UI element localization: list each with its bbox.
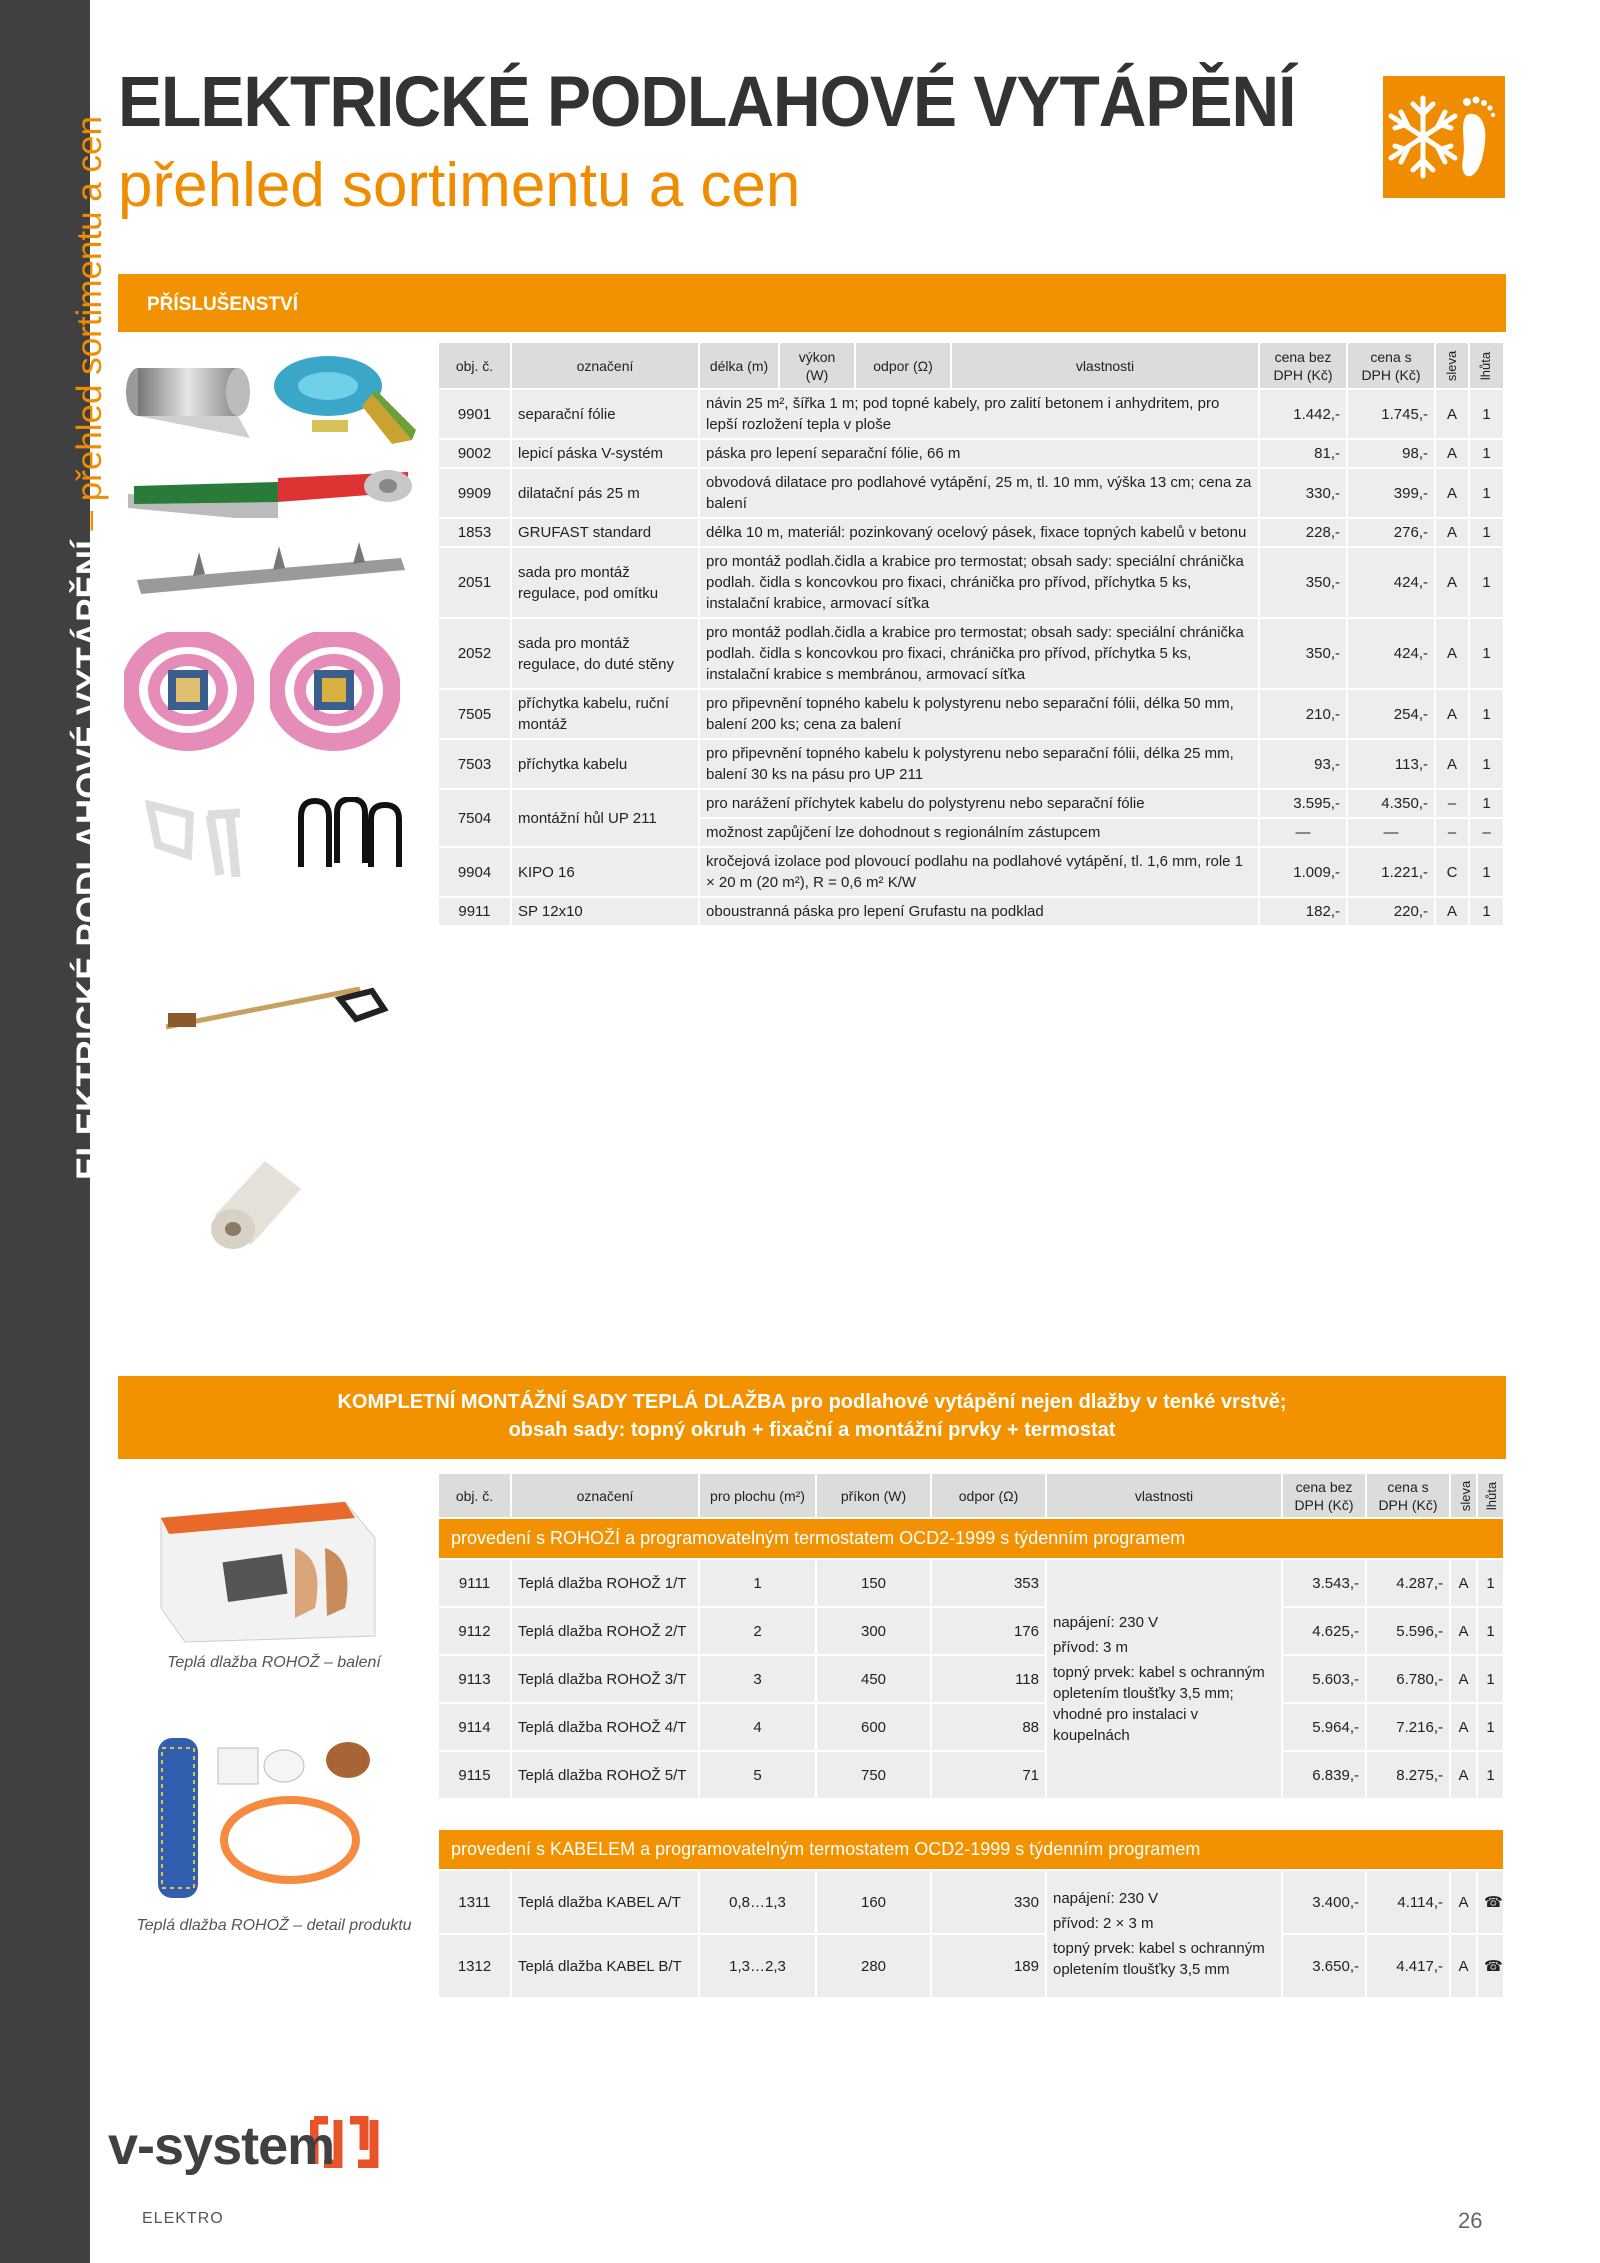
accessories-table: [439, 343, 1505, 927]
regulation-set-flush-image: [124, 632, 254, 757]
adhesive-tape-image: [272, 350, 417, 450]
sidebar-main-text: ELEKTRICKÉ PODLAHOVÉ VYTÁPĚNÍ: [70, 540, 109, 1180]
item-number: 9911: [439, 897, 511, 926]
col-header-properties: vlastnosti: [1046, 1474, 1282, 1518]
group-subheading: provedení s KABELEM a programovatelným termostatem OCD2-1999 s týdenním programem: [439, 1829, 1504, 1870]
item-number: 9904: [439, 847, 511, 897]
col-header-discount-label: sleva: [1458, 1480, 1474, 1512]
sidebar-sub-text: – přehled sortimentu a cen: [70, 116, 109, 541]
item-number: 7504: [439, 789, 511, 847]
item-number: 1312: [439, 1934, 511, 1998]
table-row: [439, 547, 1504, 618]
spacer-row: [439, 1799, 1504, 1829]
item-resistance: 88: [931, 1703, 1046, 1751]
item-properties: páska pro lepení separační fólie, 66 m: [699, 439, 1259, 468]
item-power: 150: [816, 1559, 931, 1607]
item-number: 7503: [439, 739, 511, 789]
item-power: 280: [816, 1934, 931, 1998]
item-price-vat: 276,-: [1347, 518, 1435, 547]
item-term: 1: [1469, 468, 1504, 518]
item-price-vat: 98,-: [1347, 439, 1435, 468]
item-price-vat: 220,-: [1347, 897, 1435, 926]
item-area: 5: [699, 1751, 816, 1799]
section-heading-complete-sets: [118, 1376, 1506, 1459]
item-term: ☎: [1477, 1870, 1504, 1934]
spacer-cell: [439, 1799, 1504, 1829]
separation-foil-image: [120, 362, 265, 447]
section-heading-line1: [118, 1388, 1506, 1416]
item-term: 1: [1469, 689, 1504, 739]
mounting-stick-image: [160, 985, 390, 1040]
item-number: 9111: [439, 1559, 511, 1607]
item-area: 2: [699, 1607, 816, 1655]
item-number: 1311: [439, 1870, 511, 1934]
item-term: ☎: [1477, 1934, 1504, 1998]
item-discount: A: [1435, 897, 1469, 926]
item-term: 1: [1469, 547, 1504, 618]
col-header-resistance: odpor (Ω): [855, 343, 951, 389]
table-row: [439, 689, 1504, 739]
property-line: přívod: 2 × 3 m: [1053, 1915, 1154, 1932]
col-header-resistance: odpor (Ω): [931, 1474, 1046, 1518]
col-header-price: cena bez DPH (Kč): [1282, 1474, 1366, 1518]
col-header-discount: [1450, 1474, 1477, 1518]
item-discount: A: [1435, 439, 1469, 468]
item-term: 1: [1477, 1559, 1504, 1607]
item-number: 2051: [439, 547, 511, 618]
item-resistance: 71: [931, 1751, 1046, 1799]
item-number: 9112: [439, 1607, 511, 1655]
sidebar-caption: [70, 116, 110, 1180]
table-row: [439, 847, 1504, 897]
col-header-power: příkon (W): [816, 1474, 931, 1518]
item-number: 9909: [439, 468, 511, 518]
table-row: [439, 789, 1504, 818]
item-properties: oboustranná páska pro lepení Grufastu na podklad: [699, 897, 1259, 926]
table-row: [439, 739, 1504, 789]
item-price-vat: 1.745,-: [1347, 389, 1435, 439]
item-properties: možnost zapůjčení lze dohodnout s regionálním zástupcem: [699, 818, 1259, 847]
item-term: 1: [1469, 518, 1504, 547]
item-number: 9901: [439, 389, 511, 439]
item-price-vat: 424,-: [1347, 618, 1435, 689]
item-term: 1: [1469, 439, 1504, 468]
table-row: [439, 1559, 1504, 1607]
section-heading-line2: obsah sady: topný okruh + fixační a montážní prvky + termostat: [508, 1419, 1116, 1441]
item-name: Teplá dlažba ROHOŽ 5/T: [511, 1751, 699, 1799]
col-header-discount: [1435, 343, 1469, 389]
item-name: montážní hůl UP 211: [511, 789, 699, 847]
item-price-vat: 113,-: [1347, 739, 1435, 789]
item-discount: A: [1435, 468, 1469, 518]
complete-sets-table: [439, 1474, 1505, 1999]
item-term: 1: [1477, 1703, 1504, 1751]
item-term: 1: [1469, 618, 1504, 689]
item-term: 1: [1477, 1655, 1504, 1703]
page-number: 26: [1458, 2208, 1483, 2233]
property-line: přívod: 3 m: [1053, 1639, 1129, 1656]
item-discount: –: [1435, 789, 1469, 818]
col-header-name: označení: [511, 343, 699, 389]
group-properties: [1046, 1870, 1282, 1998]
item-price: 1.442,-: [1259, 389, 1347, 439]
item-name: Teplá dlažba KABEL B/T: [511, 1934, 699, 1998]
col-header-length: délka (m): [699, 343, 779, 389]
item-term: 1: [1469, 739, 1504, 789]
item-price-vat: 4.114,-: [1366, 1870, 1450, 1934]
item-price-vat: 424,-: [1347, 547, 1435, 618]
item-name: sada pro montáž regulace, do duté stěny: [511, 618, 699, 689]
item-term: –: [1469, 818, 1504, 847]
item-name: Teplá dlažba ROHOŽ 4/T: [511, 1703, 699, 1751]
section-heading-bold: KOMPLETNÍ MONTÁŽNÍ SADY TEPLÁ DLAŽBA: [337, 1391, 786, 1413]
item-term: 1: [1469, 389, 1504, 439]
item-discount: A: [1435, 518, 1469, 547]
item-price-vat: 4.350,-: [1347, 789, 1435, 818]
item-power: 750: [816, 1751, 931, 1799]
property-line: napájení: 230 V: [1053, 1890, 1159, 1907]
item-properties: pro montáž podlah.čidla a krabice pro termostat; obsah sady: speciální chránička podlah. čidla s koncovkou pro fixaci, chránička pro přívod, příchytka 5 ks, instalační krabice s membránou, armovací síťka: [699, 618, 1259, 689]
item-price: 330,-: [1259, 468, 1347, 518]
snowflake-foot-icon: [1383, 76, 1505, 198]
item-number: 1853: [439, 518, 511, 547]
group-subheading-row: [439, 1518, 1504, 1559]
item-price: 182,-: [1259, 897, 1347, 926]
item-power: 300: [816, 1607, 931, 1655]
item-discount: A: [1435, 547, 1469, 618]
page-subtitle: přehled sortimentu a cen: [118, 151, 801, 220]
item-name: separační fólie: [511, 389, 699, 439]
item-discount: A: [1450, 1607, 1477, 1655]
item-name: Teplá dlažba ROHOŽ 3/T: [511, 1655, 699, 1703]
item-number: 9115: [439, 1751, 511, 1799]
item-name: příchytka kabelu: [511, 739, 699, 789]
property-line: napájení: 230 V: [1053, 1614, 1159, 1631]
col-header-id: obj. č.: [439, 1474, 511, 1518]
col-header-name: označení: [511, 1474, 699, 1518]
item-properties: návin 25 m², šířka 1 m; pod topné kabely, pro zalití betonem i anhydritem, pro lepší rozložení tepla v ploše: [699, 389, 1259, 439]
item-term: 1: [1477, 1751, 1504, 1799]
table-row: [439, 439, 1504, 468]
warm-tile-package-image: [155, 1498, 380, 1648]
item-resistance: 118: [931, 1655, 1046, 1703]
col-header-term: [1469, 343, 1504, 389]
group-properties: [1046, 1559, 1282, 1799]
item-power: 600: [816, 1703, 931, 1751]
item-name: příchytka kabelu, ruční montáž: [511, 689, 699, 739]
item-name: Teplá dlažba ROHOŽ 2/T: [511, 1607, 699, 1655]
item-properties: pro připevnění topného kabelu k polystyrenu nebo separační fólii, délka 50 mm, balení 200 ks; cena za balení: [699, 689, 1259, 739]
item-term: 1: [1469, 847, 1504, 897]
logo-subtitle: ELEKTRO: [142, 2210, 224, 2227]
item-number: 2052: [439, 618, 511, 689]
item-area: 1,3…2,3: [699, 1934, 816, 1998]
page-title: ELEKTRICKÉ PODLAHOVÉ VYTÁPĚNÍ: [118, 61, 1296, 141]
table-row: [439, 897, 1504, 926]
item-price: 3.595,-: [1259, 789, 1347, 818]
item-term: 1: [1477, 1607, 1504, 1655]
item-discount: –: [1435, 818, 1469, 847]
item-power: 160: [816, 1870, 931, 1934]
table-row: [439, 618, 1504, 689]
item-number: 7505: [439, 689, 511, 739]
item-price: 350,-: [1259, 547, 1347, 618]
item-price: 5.603,-: [1282, 1655, 1366, 1703]
col-header-price-vat: cena s DPH (Kč): [1347, 343, 1435, 389]
item-price-vat: —: [1347, 818, 1435, 847]
item-discount: A: [1450, 1703, 1477, 1751]
group-subheading: provedení s ROHOŽÍ a programovatelným termostatem OCD2-1999 s týdenním programem: [439, 1518, 1504, 1559]
col-header-price-vat: cena s DPH (Kč): [1366, 1474, 1450, 1518]
table-row: [439, 389, 1504, 439]
table-header-row: [439, 343, 1504, 389]
regulation-set-hollow-image: [270, 632, 400, 757]
item-number: 9002: [439, 439, 511, 468]
item-properties: kročejová izolace pod plovoucí podlahu na podlahové vytápění, tl. 1,6 mm, role 1 × 20 m (20 m²), R = 0,6 m² K/W: [699, 847, 1259, 897]
item-resistance: 330: [931, 1870, 1046, 1934]
item-price: 4.625,-: [1282, 1607, 1366, 1655]
item-price-vat: 399,-: [1347, 468, 1435, 518]
item-resistance: 353: [931, 1559, 1046, 1607]
item-name: KIPO 16: [511, 847, 699, 897]
item-area: 0,8…1,3: [699, 1870, 816, 1934]
property-line: topný prvek: kabel s ochranným opletením tloušťky 3,5 mm; vhodné pro instalaci v koupelnách: [1053, 1664, 1265, 1744]
item-price-vat: 5.596,-: [1366, 1607, 1450, 1655]
item-discount: A: [1450, 1655, 1477, 1703]
section-heading-rest: pro podlahové vytápění nejen dlažby v tenké vrstvě;: [785, 1391, 1287, 1413]
item-discount: C: [1435, 847, 1469, 897]
col-header-term-label: lhůta: [1484, 1481, 1500, 1511]
item-name: Teplá dlažba KABEL A/T: [511, 1870, 699, 1934]
table-row: [439, 1934, 1504, 1998]
item-name: SP 12x10: [511, 897, 699, 926]
item-properties: pro připevnění topného kabelu k polystyrenu nebo separační fólii, délka 25 mm, balení 30 ks na pásu pro UP 211: [699, 739, 1259, 789]
col-header-properties: vlastnosti: [951, 343, 1259, 389]
item-properties: obvodová dilatace pro podlahové vytápění, 25 m, tl. 10 mm, výška 13 cm; cena za balení: [699, 468, 1259, 518]
kipo-roll-image: [205, 1155, 305, 1260]
vsystem-logo: [108, 2115, 334, 2177]
logo-name: v-system: [108, 2116, 335, 2176]
item-price-vat: 7.216,-: [1366, 1703, 1450, 1751]
col-header-area: pro plochu (m²): [699, 1474, 816, 1518]
item-price: 1.009,-: [1259, 847, 1347, 897]
item-price: 3.650,-: [1282, 1934, 1366, 1998]
property-line: topný prvek: kabel s ochranným opletením tloušťky 3,5 mm: [1053, 1940, 1265, 1978]
item-price: 3.400,-: [1282, 1870, 1366, 1934]
caption-packaging: Teplá dlažba ROHOŽ – balení: [167, 1654, 381, 1671]
item-discount: A: [1435, 618, 1469, 689]
item-power: 450: [816, 1655, 931, 1703]
item-price: 210,-: [1259, 689, 1347, 739]
item-name: lepicí páska V-systém: [511, 439, 699, 468]
table-row: [439, 1607, 1504, 1655]
col-header-discount-label: sleva: [1443, 350, 1459, 382]
item-price: 81,-: [1259, 439, 1347, 468]
sidebar: [0, 0, 109, 2263]
item-name: sada pro montáž regulace, pod omítku: [511, 547, 699, 618]
cable-clips-white-image: [140, 795, 280, 890]
item-price-vat: 6.780,-: [1366, 1655, 1450, 1703]
item-number: 9114: [439, 1703, 511, 1751]
item-name: dilatační pás 25 m: [511, 468, 699, 518]
section-heading-accessories: PŘÍSLUŠENSTVÍ: [118, 274, 1506, 332]
item-price: 350,-: [1259, 618, 1347, 689]
dilatation-strip-image: [128, 468, 413, 523]
warm-tile-detail-image: [150, 1730, 390, 1905]
item-properties: pro montáž podlah.čidla a krabice pro termostat; obsah sady: speciální chránička podlah. čidla s koncovkou pro fixaci, chránička pro přívod, příchytka 5 ks, instalační krabice, armovací síťka: [699, 547, 1259, 618]
item-discount: A: [1435, 689, 1469, 739]
table-row: [439, 1655, 1504, 1703]
item-term: 1: [1469, 897, 1504, 926]
item-discount: A: [1450, 1870, 1477, 1934]
item-price-vat: 254,-: [1347, 689, 1435, 739]
item-price: 228,-: [1259, 518, 1347, 547]
item-price: 93,-: [1259, 739, 1347, 789]
grufast-strip-image: [133, 540, 408, 625]
item-price: —: [1259, 818, 1347, 847]
col-header-price: cena bez DPH (Kč): [1259, 343, 1347, 389]
table-row: [439, 1870, 1504, 1934]
item-price: 6.839,-: [1282, 1751, 1366, 1799]
caption-detail: Teplá dlažba ROHOŽ – detail produktu: [136, 1917, 412, 1934]
item-number: 9113: [439, 1655, 511, 1703]
group-subheading-row: [439, 1829, 1504, 1870]
item-discount: A: [1435, 389, 1469, 439]
item-discount: A: [1435, 739, 1469, 789]
table-header-row: [439, 1474, 1504, 1518]
item-discount: A: [1450, 1559, 1477, 1607]
col-header-term-label: lhůta: [1478, 351, 1494, 381]
item-price-vat: 4.287,-: [1366, 1559, 1450, 1607]
col-header-power: výkon (W): [779, 343, 855, 389]
item-properties: délka 10 m, materiál: pozinkovaný ocelový pásek, fixace topných kabelů v betonu: [699, 518, 1259, 547]
item-name: GRUFAST standard: [511, 518, 699, 547]
item-price-vat: 4.417,-: [1366, 1934, 1450, 1998]
table-row: [439, 518, 1504, 547]
item-area: 3: [699, 1655, 816, 1703]
item-name: Teplá dlažba ROHOŽ 1/T: [511, 1559, 699, 1607]
table-row: [439, 1703, 1504, 1751]
item-term: 1: [1469, 789, 1504, 818]
item-discount: A: [1450, 1751, 1477, 1799]
cable-clips-black-image: [295, 797, 405, 882]
item-price: 5.964,-: [1282, 1703, 1366, 1751]
item-properties: pro narážení příchytek kabelu do polystyrenu nebo separační fólie: [699, 789, 1259, 818]
item-price-vat: 1.221,-: [1347, 847, 1435, 897]
item-price: 3.543,-: [1282, 1559, 1366, 1607]
item-area: 4: [699, 1703, 816, 1751]
item-resistance: 176: [931, 1607, 1046, 1655]
item-discount: A: [1450, 1934, 1477, 1998]
table-row: [439, 468, 1504, 518]
table-row: [439, 1751, 1504, 1799]
item-area: 1: [699, 1559, 816, 1607]
col-header-id: obj. č.: [439, 343, 511, 389]
col-header-term: [1477, 1474, 1504, 1518]
item-price-vat: 8.275,-: [1366, 1751, 1450, 1799]
item-resistance: 189: [931, 1934, 1046, 1998]
